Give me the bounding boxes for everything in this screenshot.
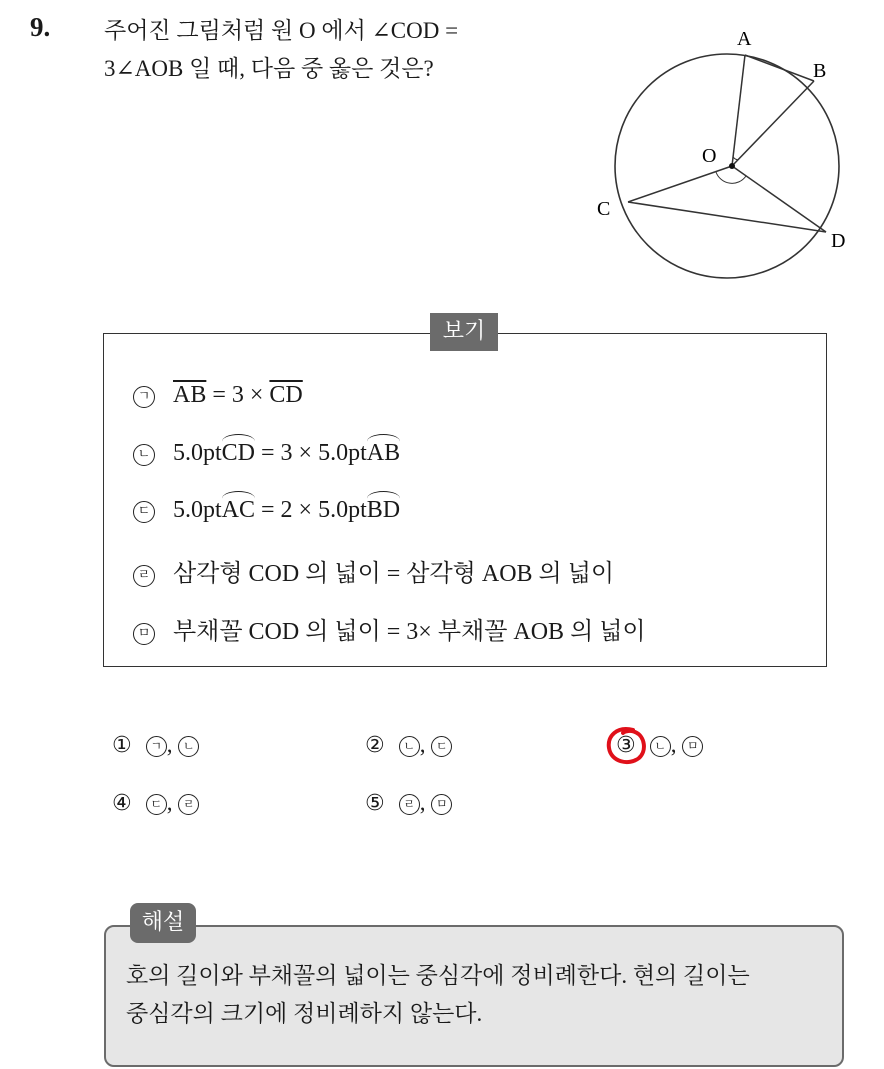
angle-arc-aob xyxy=(733,157,738,160)
chord-ab xyxy=(745,55,814,81)
explanation-line-1: 호의 길이와 부채꼴의 넓이는 중심각에 정비례한다. 현의 길이는 xyxy=(126,963,750,988)
arc-ac: AC xyxy=(221,497,256,523)
question-text xyxy=(104,12,574,88)
bogi-mark-3: ㄷ xyxy=(133,501,155,523)
segment-cd: $\overline{CD}$ xyxy=(269,382,303,408)
choice-4[interactable]: ④ ㄷ , ㄹ xyxy=(112,790,199,816)
question-line-2: 3∠AOB 일 때, 다음 중 옳은 것은? xyxy=(104,56,434,81)
chord-cd xyxy=(628,202,826,232)
bogi-item-5: ㅁ 부채꼴 COD 의 넓이 = 3× 부채꼴 AOB 의 넓이 xyxy=(133,611,646,646)
bogi-item-1: ㄱ $\overline{AB} = 3 \times \overline{CD}$ xyxy=(133,382,303,409)
bogi-mark-2: ㄴ xyxy=(133,444,155,466)
bogi-mark-4: ㄹ xyxy=(133,565,155,587)
angle-arc-cod xyxy=(716,172,746,183)
bogi-title: 보기 xyxy=(430,313,498,351)
question-number: 9. xyxy=(30,12,51,42)
bogi-mark-5: ㅁ xyxy=(133,623,155,645)
bogi-mark-1: ㄱ xyxy=(133,386,155,408)
radius-oa xyxy=(732,55,745,166)
choice-2[interactable]: ② ㄴ , ㄷ xyxy=(365,732,452,758)
choice-1[interactable]: ① ㄱ , ㄴ xyxy=(112,732,199,758)
arc-cd: CD xyxy=(221,440,256,466)
circle-outline xyxy=(615,54,839,278)
explanation-title: 해설 xyxy=(130,903,196,943)
center-point xyxy=(729,163,735,169)
segment-ab: $\overline{AB}$ xyxy=(173,382,207,408)
label-d: D xyxy=(831,230,846,252)
choice-5[interactable]: ⑤ ㄹ , ㅁ xyxy=(365,790,452,816)
radius-ob xyxy=(732,81,814,166)
label-c: C xyxy=(597,198,611,220)
label-o: O xyxy=(702,145,717,167)
label-b: B xyxy=(813,60,827,82)
answer-circle-mark xyxy=(603,724,653,770)
explanation-text xyxy=(126,957,836,1033)
bogi-item-4: ㄹ 삼각형 COD 의 넓이 = 삼각형 AOB 의 넓이 xyxy=(133,553,614,588)
explanation-line-2: 중심각의 크기에 정비례하지 않는다. xyxy=(126,1001,483,1026)
arc-ab: AB xyxy=(366,440,401,466)
question-line-1: 주어진 그림처럼 원 O 에서 ∠COD = xyxy=(104,18,459,43)
bogi-item-2: ㄴ 5.0ptCD = 3 × 5.0ptAB xyxy=(133,440,400,467)
radius-oc xyxy=(628,166,732,202)
choice-3[interactable]: ③ ㄴ , ㅁ xyxy=(616,732,703,758)
circle-figure xyxy=(590,18,860,288)
radius-od xyxy=(732,166,826,232)
bogi-item-3: ㄷ 5.0ptAC = 2 × 5.0ptBD xyxy=(133,497,400,524)
label-a: A xyxy=(737,28,752,50)
arc-bd: BD xyxy=(366,497,401,523)
